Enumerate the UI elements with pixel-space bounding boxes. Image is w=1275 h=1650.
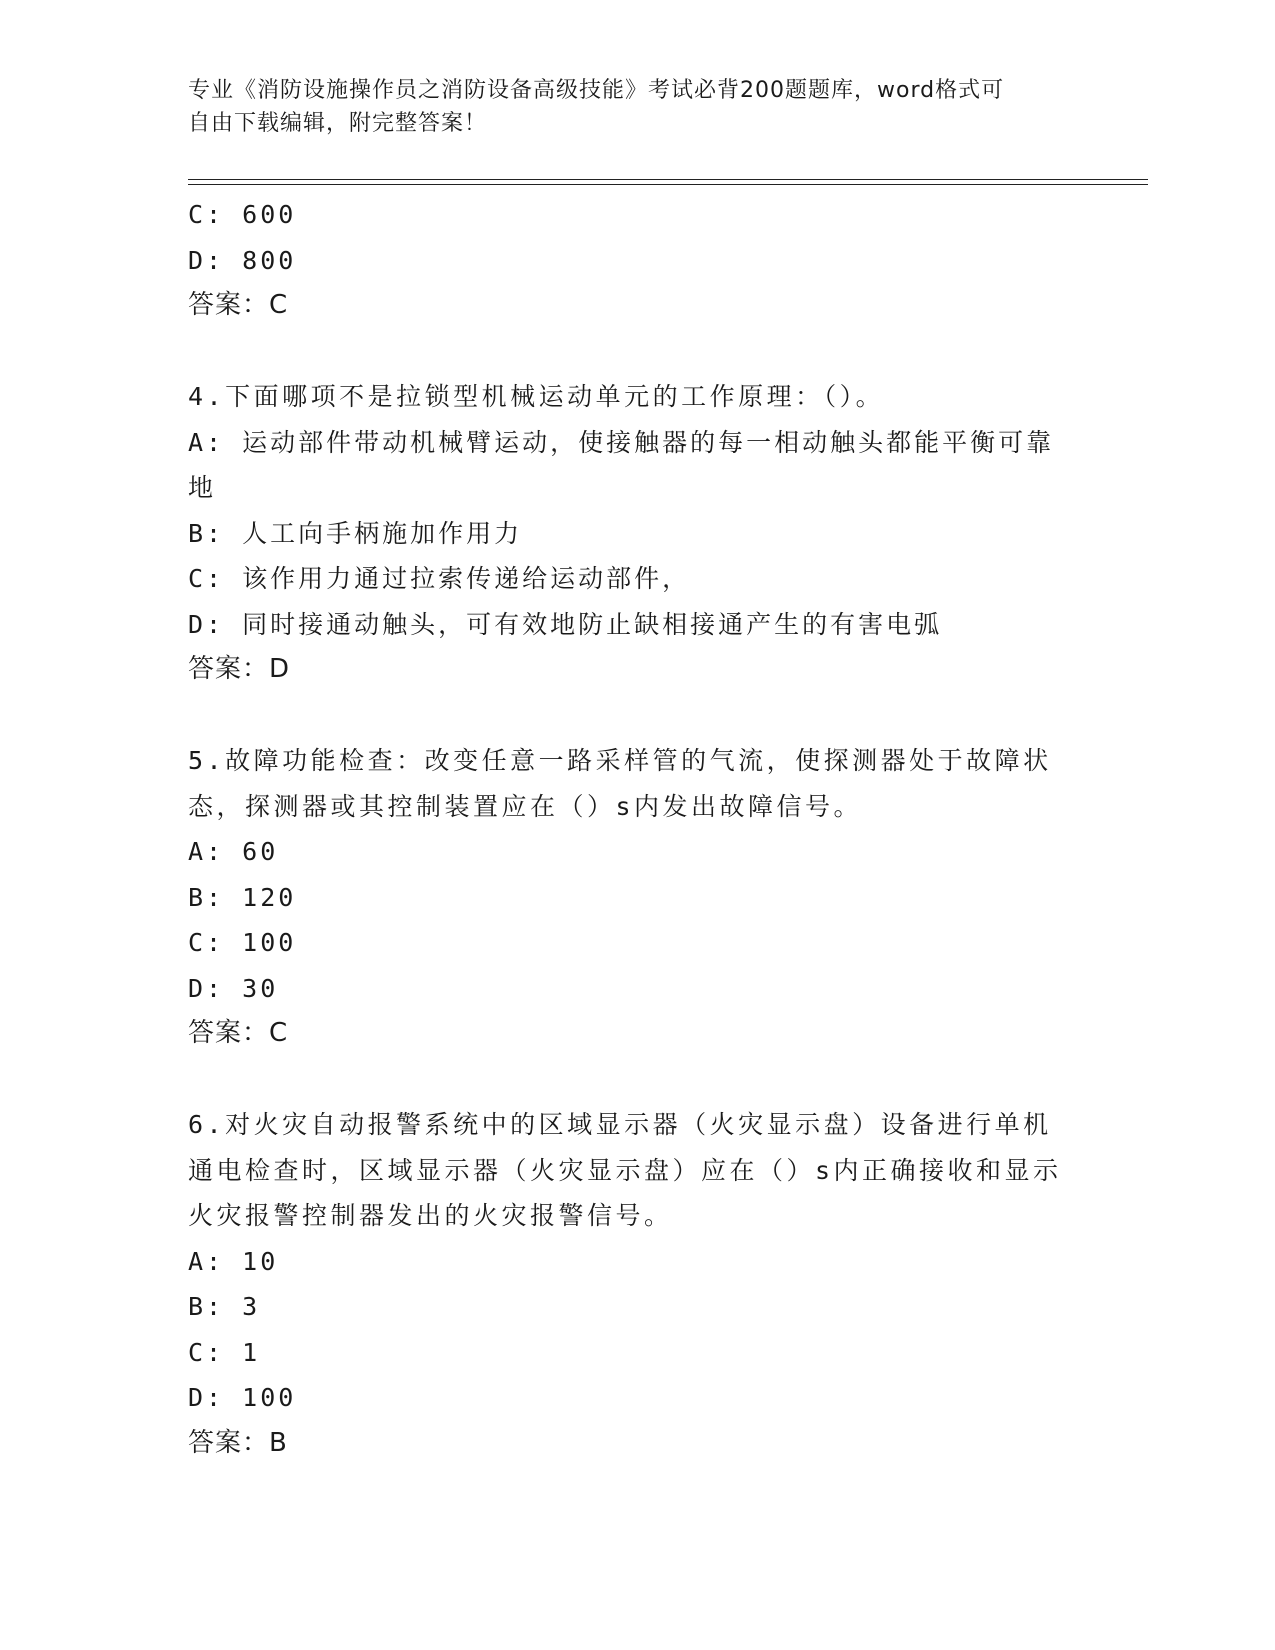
question-stem-line-2: 态，探测器或其控制装置应在（）s内发出故障信号。 xyxy=(188,791,863,821)
option-b: B: 3 xyxy=(188,1292,261,1321)
spacer xyxy=(188,329,1088,375)
option-b: B: 120 xyxy=(188,882,297,912)
question-stem-line-3: 火灾报警控制器发出的火灾报警信号。 xyxy=(188,1201,673,1230)
option-b: B: 人工向手柄施加作用力 xyxy=(188,518,523,548)
option-d: D: 30 xyxy=(188,973,279,1003)
option-d: D: 800 xyxy=(188,245,297,275)
option-c: C: 100 xyxy=(188,928,297,957)
header-line-1: 专业《消防设施操作员之消防设备高级技能》考试必背200题题库，word格式可 xyxy=(188,78,1005,103)
spacer xyxy=(188,693,1088,739)
option-a: A: 运动部件带动机械臂运动，使接触器的每一相动触头都能平衡可靠 xyxy=(188,427,1055,457)
question-stem-line-2: 通电检查时，区域显示器（火灾显示盘）应在（）s内正确接收和显示 xyxy=(188,1155,1062,1185)
header-divider-top xyxy=(188,179,1148,180)
option-c: C: 1 xyxy=(188,1337,261,1367)
spacer xyxy=(188,1057,1088,1103)
question-list xyxy=(188,192,1088,1466)
header-divider-bottom xyxy=(188,184,1148,185)
answer-label: 答案：C xyxy=(188,1018,289,1048)
page-header xyxy=(188,74,1088,140)
header-line-2: 自由下载编辑，附完整答案！ xyxy=(188,111,488,136)
question-stem-line-1: 6.对火灾自动报警系统中的区域显示器（火灾显示盘）设备进行单机 xyxy=(188,1110,1052,1139)
answer-label: 答案：D xyxy=(188,654,291,684)
question-stem-line-1: 5.故障功能检查：改变任意一路采样管的气流，使探测器处于故障状 xyxy=(188,746,1052,775)
question-3-tail xyxy=(188,192,1088,329)
option-a-continuation: 地 xyxy=(188,473,217,502)
question-5 xyxy=(188,738,1088,1057)
option-d: D: 100 xyxy=(188,1383,297,1412)
question-6 xyxy=(188,1102,1088,1466)
answer-label: 答案：B xyxy=(188,1427,288,1458)
answer-label: 答案：C xyxy=(188,290,289,320)
question-4 xyxy=(188,374,1088,693)
option-c: C: 600 xyxy=(188,200,297,229)
question-stem: 4.下面哪项不是拉锁型机械运动单元的工作原理：（）。 xyxy=(188,382,885,411)
option-c: C: 该作用力通过拉索传递给运动部件， xyxy=(188,564,691,593)
option-a: A: 60 xyxy=(188,837,279,866)
option-d: D: 同时接通动触头，可有效地防止缺相接通产生的有害电弧 xyxy=(188,609,943,639)
option-a: A: 10 xyxy=(188,1246,279,1276)
